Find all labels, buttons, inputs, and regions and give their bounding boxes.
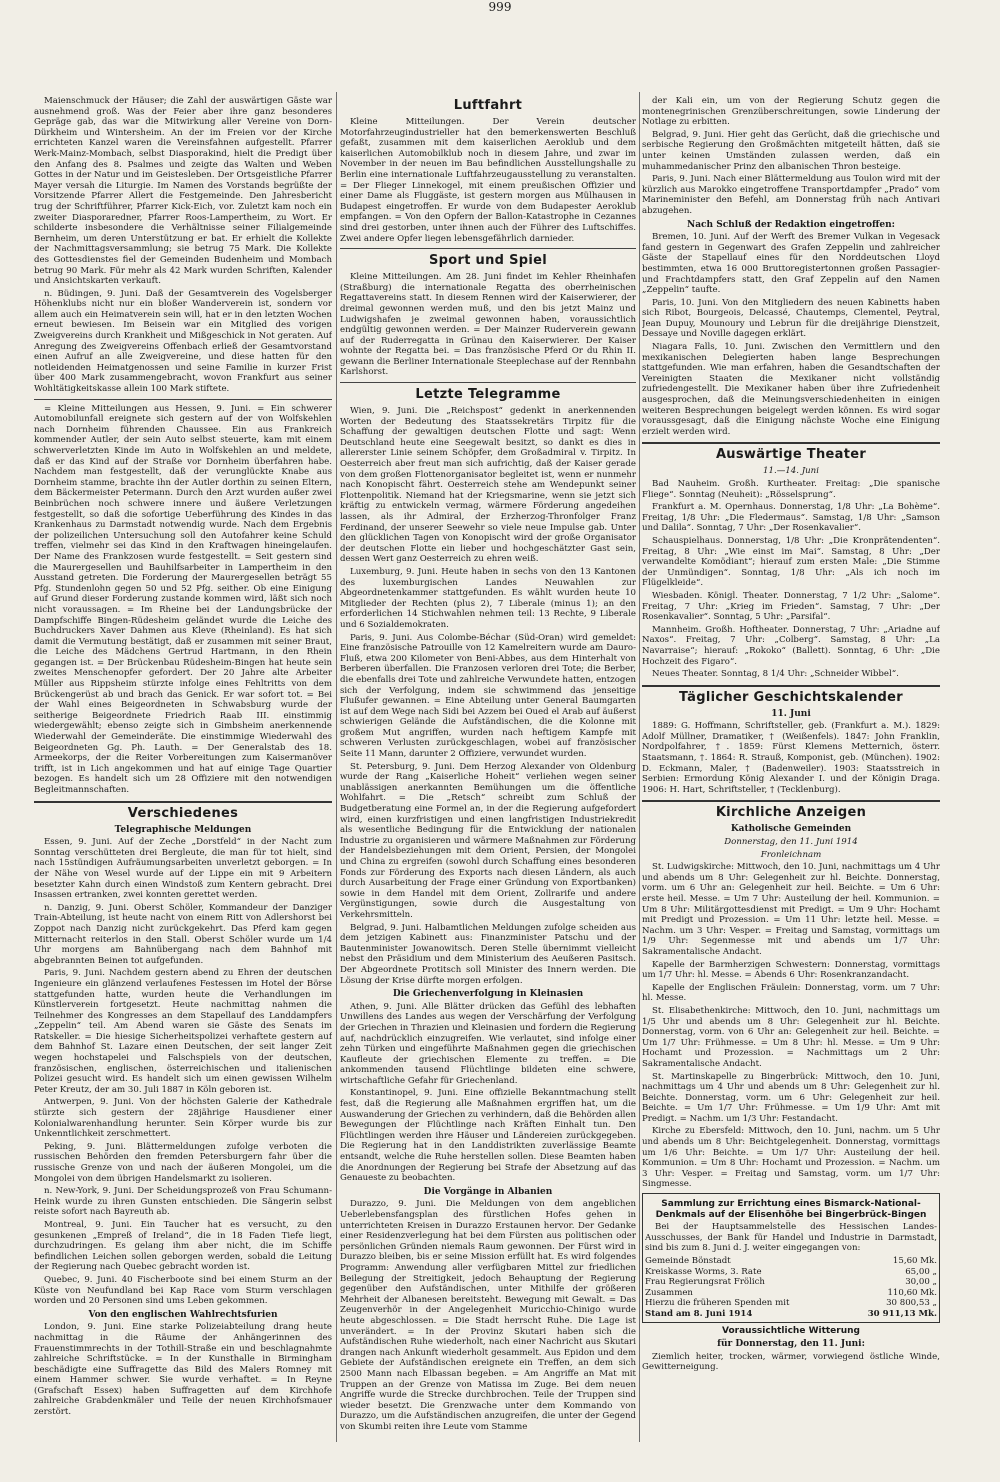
article-paragraph: St. Martinskapelle zu Bingerbrück: Mittwoch, den 10. Juni, nachmittags um 4 Uhr und abends um 8 Uhr: Gelegenheit zur hl. Beichte. Donnerstag, vorm. um 6 Uhr: Gelegenheit zur heil. Beichte. = Um 1/7 Uhr: Frühmesse. = Um 1/9 Uhr: Amt mit Predigt. = Nachm. um 1/3 Uhr: Festandacht. <box>642 1071 940 1124</box>
article-paragraph: Frankfurt a. M. Opernhaus. Donnerstag, 1/8 Uhr: „La Bohème“. Freitag, 1/8 Uhr: „Die Fledermaus“. Samstag, 1/8 Uhr: „Samson und Dalila“. Sonntag, 7 Uhr: „Der Rosenkavalier“. <box>642 502 940 534</box>
divider <box>34 399 332 400</box>
article-paragraph: = Kleine Mitteilungen aus Hessen, 9. Juni. = Ein schwerer Automobilunfall ereignete sich gestern auf der von Wolfskehlen nach Dornheim führenden Chaussee. Ein aus Frankreich kommender Autler, der sein Auto selbst steuerte, kam mit einem schwerverletzten Kinde im Auto in Wolfskehlen an und meldete, daß er das Kind auf der Straße vor Dornheim überfahren habe. Nachdem man festgestellt, daß der verunglückte Knabe aus Dornheim stamme, brachte ihn der Autler dorthin zu seinen Eltern, dem Bäckermeister Petermann. Durch den Arzt wurden außer zwei Beinbrüchen noch schwere innere und äußere Verletzungen festgestellt, so daß die sofortige Ueberführung des Kindes in das Krankenhaus zu Darmstadt notwendig wurde. Nach dem Ergebnis der polizeilichen Untersuchung soll den Autofahrer keine Schuld treffen, vielmehr sei das Kind in den Kraftwagen hineingelaufen. Der Name des Frankzosen wurde festgestellt. = Seit gestern sind die Maurergesellen und Bauhilfsarbeiter in Lampertheim in den Ausstand getreten. Die Forderung der Maurergesellen beträgt 55 Pfg. Stundenlohn gegen 50 und 52 Pfg. seither. Ob eine Einigung auf Grund dieser Forderung zustande kommen wird, läßt sich noch nicht voraussagen. = Im Rheine bei der Landungsbrücke der Dampfschiffe Bingen-Rüdesheim geländet wurde die Leiche des Buchdruckers Xaver Dahmen aus Kleve (Rheinland). Es hat sich damit die Vermutung bestätigt, daß er zusammen mit seiner Braut, die Leiche des Mädchens Gertrud Hartmann, in den Rhein gegangen ist. = Der Brückenbau Rüdesheim-Bingen hat heute sein zweites Menschenopfer gefordert. Der 20 Jahre alte Arbeiter Müller aus Rippsheim stürzte infolge eines Fehltritts von dem Brückengerüst ab und brach das Genick. Er war sofort tot. = Bei der Wahl eines Beigeordneten in Schwabsburg wurde der seitherige Beigeordnete Friedrich Raab III. einstimmig wiedergewählt; ebenso zeigte sich in Gimbsheim anerkennende Wiederwahl der Gemeinderäte. Die einstimmige Wiederwahl des Beigeordneten Gg. Ph. Lauth. = Der Generalstab des 18. Armeekorps, der die Reiter Vorbereitungen zum Kaisermanöver trifft, ist in Lich angekommen und hat auf einige Tage Quartier bezogen. Es handelt sich um 28 Offiziere mit den notwendigen Begleitmannschaften. <box>34 403 332 795</box>
subsection-heading: Die Vorgänge in Albanien <box>423 1186 553 1197</box>
article-paragraph: Wiesbaden. Königl. Theater. Donnerstag, 7 1/2 Uhr: „Salome“. Freitag, 7 Uhr: „Krieg im Frieden“. Samstag, 7 Uhr: „Der Rosenkavalier“. Sonntag, 5 Uhr: „Parsifal“. <box>642 590 940 623</box>
article-paragraph: Montreal, 9. Juni. Ein Taucher hat es versucht, zu den gesunkenen „Empreß of Ireland“, die in 18 Faden Tiefe liegt, durchzudringen. Es gelang ihm aber nicht, die im Schiffe befindlichen Leichen sollen geborgen werden, sobald die Leitung der Regierung nach Quebec gebracht worden ist. <box>34 1219 332 1273</box>
subsection-heading: Die Griechenverfolgung in Kleinasien <box>392 989 584 1000</box>
article-paragraph: 1889: G. Hoffmann, Schriftsteller, geb. (Frankfurt a. M.). 1829: Adolf Müllner, Dramatiker, † (Weißenfels). 1847: John Franklin, Nordpolfahrer, †. 1859: Fürst Klemens Metternich, österr. Staatsmann, †. 1864: R. Strauß, Komponist, geb. (München). 1902: D. Eckmann, Maler, † (Badenweiler). 1903: Staatsstreich in Serbien: Ermordung König Alexander I. und der Königin Draga. 1906: H. Hart, Schriftsteller, † (Tecklenburg). <box>642 721 940 795</box>
section-heading-theater: Auswärtige Theater <box>715 447 867 463</box>
article-paragraph: Belgrad, 9. Juni. Hier geht das Gerücht, daß die griechische und serbische Regierung den Großmächten mitgeteilt hätten, daß sie unter keinen Umständen zulassen werden, daß ein muhammedanischer Prinz den albanischen Thron besteige. <box>642 129 940 172</box>
donation-text: Bei der Hauptsammelstelle des Hessischen Landes-Ausschusses, der Bank für Handel und Industrie in Darmstadt, sind bis zum 8. Juni d. J. weiter eingegangen von: <box>645 1222 937 1254</box>
article-paragraph: Maienschmuck der Häuser; die Zahl der auswärtigen Gäste war ausnehmend groß. Was der Feier aber ihre ganz besonderes Gepräge gab, das war die Mitwirkung aller Vereine von Dorn-Dürkheim und Wintersheim. An der im Freien vor der Kirche errichteten Kanzel waren die Vereinsfahnen aufgestellt. Pfarrer Werk-Mainz-Mombach, selbst Diasporakind, hielt die Predigt über den Anfang des 8. Psalmes und zeigte das Walten und Weben Gottes in der Natur und im Geistesleben. Der Ortsgeistliche Pfarrer Mayer versah die Liturgie. Im Namen des Vorstands begrüßte der Vorsitzende Pfarrer Allert die Festgemeinde. Den Jahresbericht trug der Schriftführer, Pfarrer Kick-Eich, vor. Zuletzt kam noch ein zweiter Diasporaredner, Pfarrer Roos-Lampertheim, zu Wort. Er schilderte insbesondere die Verhältnisse seiner Filialgemeinde Bernheim, um deren Unterstützung er bat. Er erhielt die Kollekte der Nachmittagsversammlung; sie betrug 75 Mark. Die Kollekte des Gottesdienstes fiel der Gemeinden Budenheim und Mombach betrug 90 Mark. Für mehr als 42 Mark wurden Schriften, Kalender und Ansichtskarten verkauft. <box>34 96 332 287</box>
article-paragraph: Kapelle der Englischen Fräulein: Donnerstag, vorm. um 7 Uhr: hl. Messe. <box>642 982 940 1004</box>
article-paragraph: Essen, 9. Juni. Auf der Zeche „Dorstfeld“ in der Nacht zum Sonntag verschütteten drei Bergleute, die man für tot hielt, sind nach 15stündigen Aufräumungsarbeiten unverletzt geborgen. = In der Nähe von Wesel wurde auf der Lippe ein mit 9 Arbeitern besetzter Kahn durch einen Windstoß zum Kentern gebracht. Drei Insassen ertranken, zwei konnten gerettet werden. <box>34 837 332 901</box>
divider <box>340 382 636 383</box>
article-paragraph: n. New-York, 9. Juni. Der Scheidungsprozeß von Frau Schumann-Heink wurde zu ihren Gunsten entschieden. Die Sängerin selbst reiste sofort nach Bayreuth ab. <box>34 1186 332 1218</box>
article-paragraph: Belgrad, 9. Juni. Halbamtlichen Meldungen zufolge scheiden aus dem jetzigen Kabinett aus: Finanzminister Patschu und der Bautenminister Jowanowitsch. Deren Stelle übernimmt vielleicht nebst den Präsidium und dem Ministerium des Aeußeren Pasitsch. Der Abgeordnete Protitsch soll Minister des Innern werden. Die Lösung der Krise dürfte morgen erfolgen. <box>340 922 636 986</box>
article-paragraph: Quebec, 9. Juni. 40 Fischerboote sind bei einem Sturm an der Küste von Neufundland bei Kap Race vom Sturm verschlagen worden und 20 Personen sind ums Leben gekommen. <box>34 1274 332 1307</box>
article-paragraph: Paris, 9. Juni. Nach einer Blättermeldung aus Toulon wird mit der kürzlich aus Marokko eingetroffene Transportdampfer „Prado“ vom Marineminister den Befehl, am Donnerstag früh nach Antivari abzugehen. <box>642 174 940 216</box>
article-paragraph: n. Büdingen, 9. Juni. Daß der Gesamtverein des Vogelsberger Höhenklubs nicht nur ein bloßer Wanderverein ist, sondern vor allem auch ein Heimatverein sein will, hat er in den letzten Wochen erneut bewiesen. Im Beisein war ein Mitglied des vorigen Zweigvereins durch Krankheit und Mißgeschick in Not geraten. Auf Anregung des Zweigvereins Offenbach erließ der Gesamtvorstand einen Aufruf an alle Zweigvereine, und diese hatten für den notleidenden Heimatgenossen und seine Familie in kurzer Frist über 400 Mark zusammengebracht, wovon Frankfurt aus seiner Wohltätigkeitskasse allein 100 Mark stiftete. <box>34 288 332 395</box>
stand-label: Stand am 8. Juni 1914 <box>645 1308 753 1319</box>
church-date: Donnerstag, den 11. Juni 1914 <box>724 837 858 848</box>
column-rule <box>336 92 337 1442</box>
divider <box>340 248 636 249</box>
article-paragraph: der Kali ein, um von der Regierung Schutz gegen die montenegrinischen Grenzüberschreitungen, sowie Linderung der Notlage zu erbitten. <box>642 96 940 128</box>
article-paragraph: Luxemburg, 9. Juni. Heute haben in sechs von den 13 Kantonen des luxemburgischen Landes Neuwahlen zur Abgeordnetenkammer stattgefunden. Es wählt wurden heute 10 Mitglieder der Rechten (plus 2), 7 Liberale (minus 1); an den erforderlichen 14 Stichwahlen nehmen teil: 13 Rechte, 9 Liberale und 6 Sozialdemokraten. <box>340 566 636 630</box>
article-paragraph: Durazzo, 9. Juni. Die Meldungen von dem angeblichen Ueberlebensfangsplan des fürstlichen Hofes gehen in unterrichteten Kreisen in Durazzo Erstaunen hervor. Der Gedanke einer Residenzverlegung hat bei dem Fürsten aus politischen oder persönlichen Gründen niemals Raum gewonnen. Der Fürst wird in Durazzo bleiben, bis er seine Mission erfüllt hat. Es wird folgendes Programm: Anwendung aller verfügbaren Mittel zur friedlichen Beilegung der Streitigkeit, jedoch Behauptung der Regierung gegenüber den Aufständischen, unter Mithilfe der größeren Mehrheit der Albanesen bereitsteht. Bewegung mit Gewalt. = Das Zeugenverhör in der Angelegenheit Muricchio-Chinigo wurde heute abgeschlossen. = Die Stadt herrscht Ruhe. Die Lage ist unverändert. = In der Provinz Skutari haben sich die Aufständischen Ruhe wiederholt, nach einer Nachricht aus Skutari drangen nach Ankunft wiederholt gesammelt. Aus Epidon und dem Gebiete der Aufständischen ereignete ein Treffen, an dem sich 2500 Mann nach Elbassan begeben. = Am Angriffe an Mat mit Truppen an der Grenze von Matissa im Zuge. Bei dem neuen Angriffe wurde die Strecke durchbrochen. Teile der Truppen sind wieder besetzt. Die Grenzwache unter dem Kommando von Durazzo, um die Aufständischen anzugreifen, die unter der Gegend von Skumbi reiten ihre Leute vom Stamme <box>340 1199 636 1432</box>
column-2 <box>340 96 636 1442</box>
section-heading-telegramme: Letzte Telegramme <box>415 387 561 403</box>
donation-amount: 65,00 „ <box>905 1266 937 1277</box>
donation-row <box>645 1267 937 1278</box>
prev-label: Hierzu die früheren Spenden mit <box>645 1298 790 1309</box>
donor-name: Frau Regierungsrat Frölich <box>645 1277 765 1288</box>
column-1 <box>34 96 332 1442</box>
weather-text: Ziemlich heiter, trocken, wärmer, vorwiegend östliche Winde, Gewitterneigung. <box>642 1351 940 1373</box>
subsection-heading: Nach Schluß der Redaktion eingetroffen: <box>687 219 895 230</box>
article-paragraph: Peking, 9. Juni. Blättermeldungen zufolge verboten die russischen Behörden den fremden Petersburgern fahr über die russische Grenze von und nach der äußeren Mongolei, um die Mongolei von dem übrigen Handelsmarkt zu isolieren. <box>34 1141 332 1184</box>
section-heading-sport: Sport und Spiel <box>429 253 547 269</box>
church-subheading: Katholische Gemeinden <box>730 824 852 835</box>
church-feast: Fronleichnam <box>760 849 822 860</box>
donation-sum <box>645 1288 937 1299</box>
article-paragraph: Paris, 9. Juni. Nachdem gestern abend zu Ehren der deutschen Ingenieure ein glänzend verlaufenes Festessen im Hotel der Börse stattgefunden hatte, wurden heute die Verhandlungen im Künstlerverein fortgesetzt. Heute nachmittag nahmen die Teilnehmer des Kongresses an dem Stapellauf des Landdampfers „Zeppelin“ teil. Am Abend waren sie Gäste des Senats im Ratskeller. = Die hiesige Sicherheitspolizei verhaftete gestern auf dem Bahnhof St. Lazare einen Deutschen, der seit langer Zeit wegen hochstapelei und Falschspiels von der deutschen, französischen, englischen, österreichischen und italienischen Polizei gesucht wird. Es handelt sich um einen gewissen Wilhelm Peter Kreutz, der am 30. Juli 1887 in Köln geboren ist. <box>34 968 332 1095</box>
article-paragraph: St. Ludwigskirche: Mittwoch, den 10. Juni, nachmittags um 4 Uhr und abends um 8 Uhr: Gelegenheit zur hl. Beichte. Donnerstag, vorm. um 6 Uhr an: Gelegenheit zur heil. Beichte. = Um 6 Uhr: erste heil. Messe. = Um 7 Uhr: Austeilung der heil. Kommunion. = Um 8 Uhr: Militärgottesdienst mit Predigt. = Um 9 Uhr: Hochamt mit Predigt und Prozession. = Um 11 Uhr: letzte heil. Messe. = Nachm. um 3 Uhr: Vesper. = Freitag und Samstag, vormittags um 1/9 Uhr: Segenmesse mit und abends um 1/7 Uhr: Sakramentalische Andacht. <box>642 862 940 957</box>
subsection-heading: Telegraphische Meldungen <box>114 824 252 835</box>
donation-stand <box>645 1309 937 1320</box>
donation-title: Sammlung zur Errichtung eines Bismarck-National-Denkmals auf der Elisenhöhe bei Bingerbrück-Bingen <box>655 1199 927 1220</box>
donation-row <box>645 1256 937 1267</box>
article-paragraph: London, 9. Juni. Eine starke Polizeiabteilung drang heute nachmittag in die Räume der Anhängerinnen des Frauenstimmrechts in der Tothill-Straße ein und beschlagnahmte zahlreiche Schriftstücke. = In der Kunsthalle in Birmingham beschädigte eine Suffragette das Bild des Malers Romney mit einem Hammer schwer. Sie wurde verhaftet. = In Reyne (Grafschaft Essex) haben Suffragetten auf dem Kirchhofe zahlreiche Grabdenkmäler und Teile der neuen Kirchhofsmauer zerstört. <box>34 1322 332 1418</box>
article-paragraph: Kleine Mitteilungen. Am 28. Juni findet im Kehler Rheinhafen (Straßburg) die internationale Regatta des oberrheinischen Regattavereins statt. In diesem Rennen wird der Kaiserwierer, der dreimal gewonnen werden muß, und den bis jetzt Mainz und Ludwigshafen je zweimal gewonnen haben, voraussichtlich endgültig gewonnen werden. = Der Mainzer Ruderverein gewann auf der Ruderregatta in Grünau den Kaiserwierer. Der Kaiser wohnte der Regatta bei. = Das französische Pferd Or du Rhin II. gewann die Berliner Internationale Steeplechase auf der Rennbahn Karlshorst. <box>340 272 636 378</box>
sum-label: Zusammen <box>645 1287 693 1298</box>
page-number: 999 <box>488 0 512 14</box>
section-heading-kirche: Kirchliche Anzeigen <box>715 805 867 821</box>
stand-value: 30 911,13 Mk. <box>867 1308 937 1319</box>
article-paragraph: Paris, 9. Juni. Aus Colombe-Béchar (Süd-Oran) wird gemeldet: Eine französische Patrouille von 12 Kamelreitern wurde am Dauro-Fluß, etwa 200 Kilometer von Beni-Abbes, aus dem Hinterhalt von Berberen überfallen. Die Franzosen verloren drei Tote; die Berber, die ebenfalls drei Tote und zahlreiche Verwundete hatten, entzogen sich der Verfolgung, indem sie schwimmend das jenseitige Flußufer gewannen. = Eine Abteilung unter General Baumgarten ist auf dem Wege nach Sidi bei Azzem bei Oued el Arab auf äußerst schwierigen Gelände die Aufständischen, die die Kolonne mit großem Mut angriffen, wurden nach heftigem Kampfe mit schweren Verlusten zurückgeschlagen, wobei auf französischer Seite 11 Mann, darunter 2 Offiziere, verwundet wurden. <box>340 632 636 760</box>
column-3 <box>642 96 940 1442</box>
article-paragraph: Kleine Mitteilungen. Der Verein deutscher Motorfahrzeugindustrieller hat den bemerkenswerten Beschluß gefaßt, zusammen mit dem kaiserlichen Aeroklub und dem kaiserlichen Automobilklub noch in diesem Jahre, und zwar im November in der neuen im Bau befindlichen Ausstellungshalle zu Berlin eine internationale Luftfahrzeugausstellung zu veranstalten. = Der Flieger Linnekogel, mit einem preußischen Offizier und einer Dame als Fluggäste, ist gestern morgen aus Mülhausen in Budapest eingetroffen. Er wurde von dem Budapester Aeroklub empfangen. = Von den Opfern der Ballon-Katastrophe in Cezannes sind drei gestorben, unter ihnen auch der Führer des Luftschiffes. Zwei andere Opfer liegen lebensgefährlich darnieder. <box>340 117 636 244</box>
subsection-heading: Von den englischen Wahlrechtsfurien <box>88 1309 278 1320</box>
weather-date: für Donnerstag, den 11. Juni: <box>717 1339 865 1350</box>
divider <box>642 442 940 444</box>
article-paragraph: n. Danzig, 9. Juni. Oberst Schöler, Kommandeur der Danziger Train-Abteilung, ist heute nacht von einem Ritt von Adlershorst bei Zoppot nach Danzig nicht zurückgekehrt. Das Pferd kam gegen Mitternacht reiterlos in den Stall. Oberst Schöler wurde um 1/4 Uhr morgens am Bahnübergang nach dem Bahnhof mit abgebrannten Beinen tot aufgefunden. <box>34 902 332 966</box>
donor-name: Kreiskasse Worms, 3. Rate <box>645 1266 762 1277</box>
article-paragraph: Bremen, 10. Juni. Auf der Werft des Bremer Vulkan in Vegesack fand gestern in Gegenwart des Grafen Zeppelin und zahlreicher Gäste der Stapellauf eines für den Norddeutschen Lloyd bestimmten, etwa 16 000 Bruttoregistertonnen großen Passagier- und Frachtdampfers statt, den Graf Zeppelin auf den Namen „Zeppelin“ taufte. <box>642 232 940 296</box>
article-paragraph: Kapelle der Barmherzigen Schwestern: Donnerstag, vormittags um 1/7 Uhr: hl. Messe. = Abends 6 Uhr: Rosenkranzandacht. <box>642 959 940 981</box>
article-paragraph: Bad Nauheim. Großh. Kurtheater. Freitag: „Die spanische Fliege“. Sonntag (Neuheit): „Rösselsprung“. <box>642 479 940 500</box>
article-paragraph: Wien, 9. Juni. Die „Reichspost“ gedenkt in anerkennenden Worten der Bedeutung des Staatssekretärs Tirpitz für die Schaffung der gewaltigen deutschen Flotte und sagt: Wenn Deutschland heute eine Seegewalt besitzt, so dankt es dies in allererster Linie seinem Schöpfer, dem Großadmiral v. Tirpitz. In Oesterreich aber freut man sich aufrichtig, daß der Kaiser gerade von dem großen Flottenorganisator begleitet ist, wenn er nunmehr nach Konopischt fährt. Oesterreich stehe am Wendepunkt seiner Flottenpolitik. Niemand hat der Kriegsmarine, wenn sie jetzt sich kräftig zu entwickeln vermag, wärmere Förderung angedeihen lassen, als ihr Admiral, der Erzherzog-Thronfolger Franz Ferdinand, der unserer Seewehr so viele neue Impulse gab. Unter den glücklichen Tagen von Konopischt wird der große Organisator der deutschen Flotte ein lieber und hochgeschätzter Gast sein, dessen Wert ganz Oesterreich zu ehren weiß. <box>340 406 636 565</box>
article-paragraph: Schauspielhaus. Donnerstag, 1/8 Uhr: „Die Kronprätendenten“. Freitag, 8 Uhr: „Wie einst im Mai“. Samstag, 8 Uhr: „Der verwandelte Komödiant“; hierauf zum ersten Male: „Die Stimme der Unmündigen“. Sonntag, 1/8 Uhr: „Als ich noch im Flügelkleide“. <box>642 535 940 589</box>
donation-box <box>642 1193 940 1323</box>
donation-row <box>645 1277 937 1288</box>
section-heading-luftfahrt: Luftfahrt <box>453 98 523 113</box>
article-paragraph: Neues Theater. Sonntag, 8 1/4 Uhr: „Schneider Wibbel“. <box>652 669 899 680</box>
article-paragraph: St. Elisabethenkirche: Mittwoch, den 10. Juni, nachmittags um 1/5 Uhr und abends um 8 Uhr: Gelegenheit zur hl. Beichte. Donnerstag, vorm. von 6 Uhr an: Gelegenheit zur heil. Beichte. = Um 1/7 Uhr: Frühmesse. = Um 8 Uhr: hl. Messe. = Um 9 Uhr: Hochamt und Prozession. = Nachmittags um 2 Uhr: Sakramentalische Andacht. <box>642 1005 940 1069</box>
article-paragraph: Antwerpen, 9. Juni. Von der höchsten Galerie der Kathedrale stürzte sich gestern der 28jährige Hausdiener einer Kolonialwarenhandlung herunter. Sein Körper wurde bis zur Unkenntlichkeit zerschmettert. <box>34 1097 332 1140</box>
article-paragraph: Athen, 9. Juni. Alle Blätter drücken das Gefühl des lebhaften Unwillens des Landes aus wegen der Verschärfung der Verfolgung der Griechen in Thrazien und Kleinasien und fordern die Regierung auf, nachdrücklich einzugreifen. Wie verlautet, sind infolge einer zehn Türken und eingeführte Maßnahmen gegen die griechischen Kaufleute der griechischen Elemente zu treffen. = Die ankommenden tausend Flüchtlinge bildeten eine schwere, wirtschaftliche Gefahr für Griechenland. <box>340 1001 636 1086</box>
donor-name: Gemeinde Bönstadt <box>645 1256 731 1266</box>
article-paragraph: Kirche zu Ebersfeld: Mittwoch, den 10. Juni, nachm. um 5 Uhr und abends um 8 Uhr: Beichtgelegenheit. Donnerstag, vormittags um 1/6 Uhr: Beichte. = Um 1/7 Uhr: Austeilung der heil. Kommunion. = Um 8 Uhr: Hochamt und Prozession. = Nachm. um 3 Uhr: Vesper. = Freitag und Samstag, vorm. um 1/7 Uhr: Singmesse. <box>642 1126 940 1190</box>
divider <box>34 801 332 803</box>
weather-heading: Voraussichtliche Witterung <box>722 1325 860 1336</box>
divider <box>642 685 940 687</box>
section-heading-kalender: Täglicher Geschichtskalender <box>679 689 903 705</box>
donation-amount: 30,00 „ <box>905 1277 937 1288</box>
donation-prev <box>645 1298 937 1309</box>
article-paragraph: Niagara Falls, 10. Juni. Zwischen den Vermittlern und den mexikanischen Delegierten haben lange Besprechungen stattgefunden. Wie man erfahren, haben die Gesandtschaften der Vereinigten Staaten die Mexikaner nicht vollständig zufriedengestellt. Die Mexikaner haben über ihre Zufriedenheit ausgesprochen, daß die Meinungsverschiedenheiten in einigen weiteren Besprechungen beigelegt werden können. Es wird sogar voraussgesagt, daß die Einigung nächste Woche eine Einigung erzielt werden wird. <box>642 342 940 437</box>
divider <box>642 800 940 802</box>
section-heading-verschiedenes: Verschiedenes <box>127 805 239 821</box>
article-paragraph: St. Petersburg, 9. Juni. Dem Herzog Alexander von Oldenburg wurde der Rang „Kaiserliche Hoheit“ verliehen wegen seiner unablässigen anerkannten Bemühungen um die öffentliche Wohlfahrt. = Die „Retsch“ schreibt zum Schluß der Budgetberatung eine Formel an, in der die Regierung aufgefordert wird, einen kurzfristigen und einen langfristigen Industriekredit als wesentliche Bedingung für die Entwicklung der nationalen Industrie zu organisieren und wärmere Maßnahmen zur Förderung der Handelsbeziehungen mit dem Orient, Persien, der Mongolei und China zu ergreifen (sowohl durch Schaffung eines besonderen Fonds zur Förderung des Exports nach diesen Ländern, als auch durch Ausarbeitung der Frage einer Gründung von Exportbanken) sowie in dem Handel mit dem Orient, Zollrarife und andere Vergünstigungen, sowie durch die Ausgestaltung von Verkehrsmitteln. <box>340 761 636 920</box>
theater-dates: 11.—14. Juni <box>763 466 819 477</box>
article-paragraph: Paris, 10. Juni. Von den Mitgliedern des neuen Kabinetts haben sich Ribot, Bourgeois, Delcassé, Chautemps, Clementel, Peytral, Jean Dupuy, Mounoury und Lebrun für die dreijährige Dienstzeit, Dessaye und Noville dagegen erklärt. <box>642 297 940 340</box>
article-paragraph: Konstantinopel, 9. Juni. Eine offizielle Bekanntmachung stellt fest, daß die Regierung alle Maßnahmen ergriffen hat, um die Auswanderung der Griechen zu verhindern, daß die Behörden allen Bewegungen der Flüchtlinge nach Kräften Einhalt tun. Den Flüchtlingen werden ihre Häuser und Ländereien zurückgegeben. Die Regierung hat in den Landdistrikten zuverlässige Beamte entsandt, welche die Ruhe herstellen sollen. Diese Beamten haben die Anordnungen der Regierung bei Strafe der Absetzung auf das Genaueste zu beobachten. <box>340 1088 636 1184</box>
article-paragraph: Mannheim. Großh. Hoftheater. Donnerstag, 7 Uhr: „Ariadne auf Naxos“. Freitag, 7 Uhr: „Colberg“. Samstag, 8 Uhr: „La Navarraise“; hierauf: „Rokoko“ (Ballett). Sonntag, 6 Uhr: „Die Hochzeit des Figaro“. <box>642 624 940 667</box>
calendar-date: 11. Juni <box>771 708 811 719</box>
sum-value: 110,60 Mk. <box>887 1287 937 1298</box>
donation-amount: 15,60 Mk. <box>892 1256 937 1266</box>
prev-value: 30 800,53 „ <box>886 1298 937 1309</box>
column-rule <box>639 92 640 1442</box>
